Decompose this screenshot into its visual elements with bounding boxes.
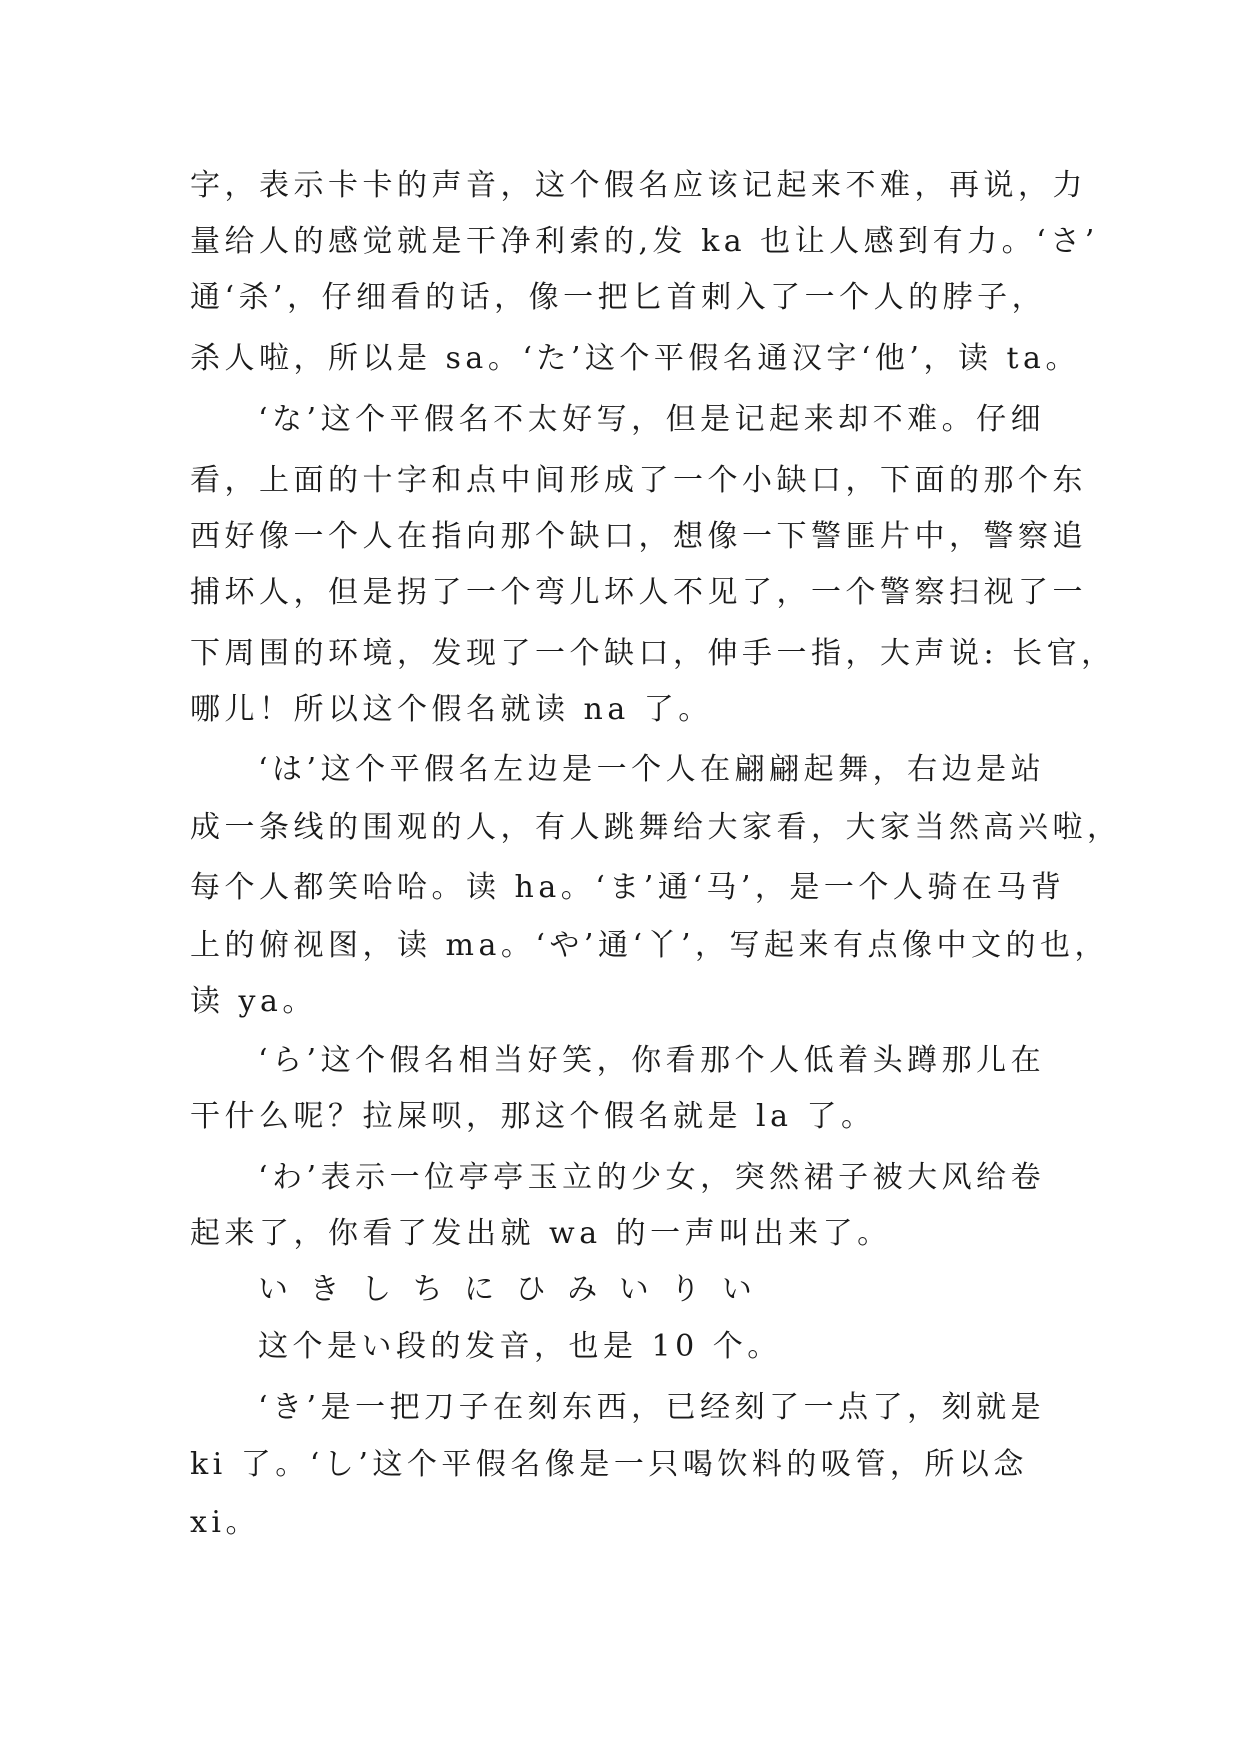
text-line: 杀人啦，所以是 sa。‘た’这个平假名通汉字‘他’，读 ta。 (190, 341, 1080, 376)
paragraph-start-line: 这个是い段的发音，也是 10 个。 (258, 1329, 782, 1364)
text-line: 成一条线的围观的人，有人跳舞给大家看，大家当然高兴啦， (190, 810, 1122, 845)
paragraph-start-line: ‘き’是一把刀子在刻东西，已经刻了一点了，刻就是 (258, 1390, 1046, 1425)
text-line: 起来了，你看了发出就 wa 的一声叫出来了。 (190, 1216, 892, 1251)
text-line: 通‘杀’，仔细看的话，像一把匕首刺入了一个人的脖子， (190, 280, 1047, 315)
text-line: 干什么呢？拉屎呗，那这个假名就是 la 了。 (190, 1099, 876, 1134)
text-line: 下周围的环境，发现了一个缺口，伸手一指，大声说: 长官， (190, 636, 1116, 671)
paragraph-start-line: ‘は’这个平假名左边是一个人在翩翩起舞，右边是站 (258, 752, 1046, 787)
text-line: 上的俯视图，读 ma。‘や’通‘丫’，写起来有点像中文的也， (190, 928, 1110, 963)
paragraph-start-line: ‘ら’这个假名相当好笑，你看那个人低着头蹲那儿在 (258, 1043, 1046, 1078)
paragraph-start-line: ‘わ’表示一位亭亭玉立的少女，突然裙子被大风给卷 (258, 1160, 1046, 1195)
text-line: 捕坏人，但是拐了一个弯儿坏人不见了，一个警察扫视了一 (190, 575, 1087, 610)
text-line: 字，表示卡卡的声音，这个假名应该记起来不难，再说，力 (190, 168, 1087, 203)
kana-row: い き し ち に ひ み い り い (258, 1272, 758, 1307)
text-line: 读 ya。 (190, 984, 317, 1019)
text-line: 量给人的感觉就是干净利索的,发 ka 也让人感到有力。‘さ’ (190, 224, 1099, 259)
text-line: 看，上面的十字和点中间形成了一个小缺口，下面的那个东 (190, 463, 1087, 498)
paragraph-start-line: ‘な’这个平假名不太好写，但是记起来却不难。仔细 (258, 402, 1046, 437)
text-line: 西好像一个人在指向那个缺口，想像一下警匪片中，警察追 (190, 519, 1087, 554)
text-line: 哪儿！所以这个假名就读 na 了。 (190, 692, 713, 727)
text-line: ki 了。‘し’这个平假名像是一只喝饮料的吸管，所以念 (190, 1447, 1028, 1482)
text-line: 每个人都笑哈哈。读 ha。‘ま’通‘马’，是一个人骑在马背 (190, 870, 1066, 905)
text-line: xi。 (190, 1505, 261, 1540)
